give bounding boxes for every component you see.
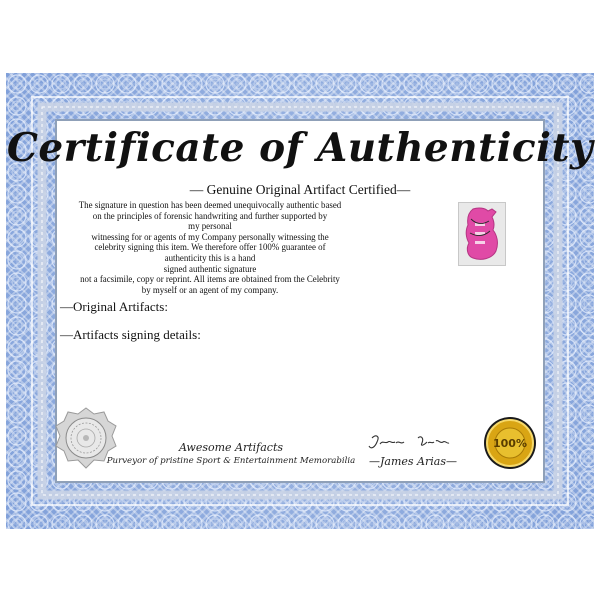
handwritten-signature bbox=[366, 432, 466, 454]
gold-guarantee-seal-icon bbox=[482, 415, 538, 471]
statement-line: by myself or an agent of my company. bbox=[141, 284, 279, 295]
authenticity-statement bbox=[62, 200, 358, 295]
signing-details-label: —Artifacts signing details: bbox=[60, 327, 201, 342]
certificate bbox=[6, 73, 594, 529]
pink-guitar-pickguard-photo bbox=[458, 202, 506, 266]
statement-line: The signature in question has been deemed unequivocally authentic based bbox=[78, 200, 342, 210]
statement-line: celebrity signing this item. We therefore offer 100% guarantee of bbox=[94, 242, 326, 253]
statement-line: witnessing for or agents of my Company personally witnessing the bbox=[91, 231, 329, 242]
gold-seal-text: 100% bbox=[493, 437, 527, 450]
original-artifacts-label: —Original Artifacts: bbox=[60, 299, 168, 314]
signer-name: —James Arias— bbox=[369, 455, 457, 468]
statement-line: on the principles of forensic handwriting and further supported by bbox=[92, 210, 328, 221]
statement-line: not a facsimile, copy or reprint. All items are obtained from the Celebrity bbox=[80, 274, 340, 285]
statement-line: my personal bbox=[188, 221, 232, 232]
company-tagline: Purveyor of pristine Sport & Entertainment Memorabilia bbox=[106, 456, 356, 466]
statement-line: authenticity this is a hand bbox=[164, 252, 256, 263]
company-name: Awesome Artifacts bbox=[178, 441, 284, 454]
statement-line: signed authentic signature bbox=[163, 263, 257, 274]
certificate-title: Certificate of Authenticity bbox=[6, 125, 594, 171]
certificate-subtitle: — Genuine Original Artifact Certified— bbox=[189, 182, 411, 197]
